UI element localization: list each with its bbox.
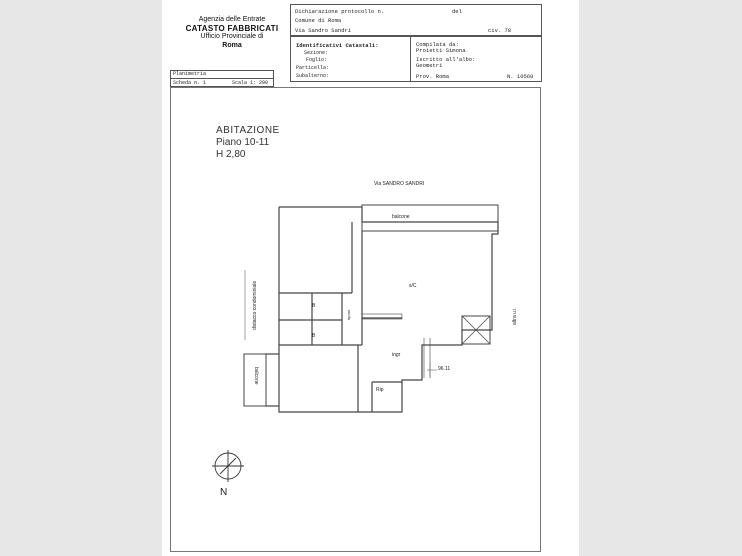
ufficio-label: Ufficio Provinciale di [200, 33, 264, 40]
distacco-label: distacco condominiale [252, 280, 258, 330]
bath2-label: B [312, 333, 316, 339]
abitazione-label: ABITAZIONE [216, 125, 280, 136]
particella-label: Particella: [296, 65, 330, 71]
balcony-top-outline [362, 205, 498, 231]
floor-plan [162, 0, 579, 556]
via-label: Via Sandro Sandri [295, 27, 352, 34]
sezione-label: Sezione: [304, 50, 329, 56]
catasto-title: CATASTO FABBRICATI [185, 23, 279, 33]
agency-name: Agenzia delle Entrate [198, 16, 266, 23]
del-label: del [452, 8, 462, 15]
north-arrow-icon [212, 450, 244, 482]
balcone-top-label: balcone [392, 214, 410, 220]
piano-label: Piano 10-11 [216, 137, 270, 148]
altezza-label: H 2,80 [216, 149, 246, 160]
planimetria-label: Planimetria [173, 71, 207, 77]
level-label: 96.11 [438, 366, 451, 372]
scheda-label: Scheda n. 1 [173, 80, 207, 86]
ingresso-label: ingr [392, 352, 401, 358]
bath1-label: B [312, 303, 316, 309]
iscritto-label: Iscritto all'albo: [416, 56, 476, 63]
compilata-label: Compilata da: [416, 41, 459, 48]
ripostiglio-label: ripost. [346, 309, 351, 320]
north-label: N [220, 487, 228, 498]
rip-label: Rip [376, 387, 384, 393]
subalterno-label: Subalterno: [296, 73, 330, 79]
ufficio-city: Roma [222, 41, 242, 49]
soggiorno-label: s/C [409, 283, 417, 289]
altra-ui-label: altra u.i. [512, 307, 518, 325]
numero-label: N. 10560 [507, 73, 534, 80]
compilata-name: Proietti Simona [416, 47, 466, 54]
street-label: Via SANDRO SANDRI [374, 181, 425, 187]
foglio-label: Foglio: [306, 57, 328, 63]
iscritto-value: Geometri [416, 62, 443, 69]
scala-label: Scala 1: 200 [232, 80, 269, 86]
prov-label: Prov. Roma [416, 73, 450, 80]
comune-label: Comune di Roma [295, 17, 342, 24]
document-sheet [162, 0, 579, 556]
civ-label: civ. 78 [488, 27, 512, 34]
balcone-left-label: balcone [253, 367, 259, 385]
identificativi-label: Identificativi Catastali: [296, 42, 379, 49]
dichiarazione-label: Dichiarazione protocollo n. [295, 8, 385, 15]
